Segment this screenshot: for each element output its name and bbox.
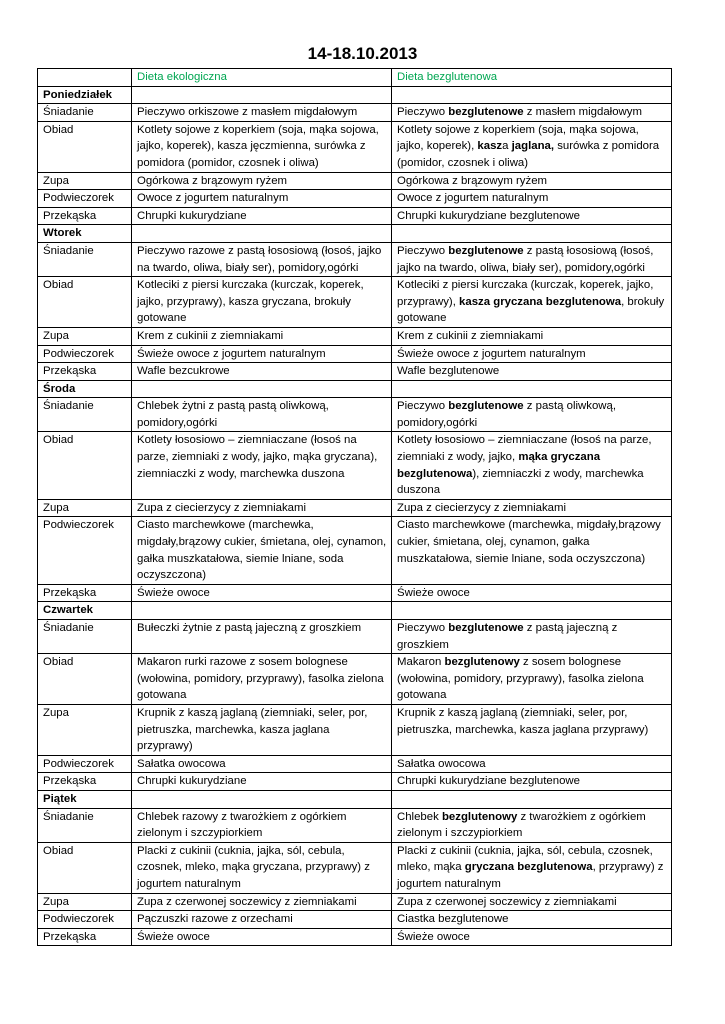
meal-row xyxy=(38,911,672,929)
eco-diet-cell: Chlebek żytni z pastą pastą oliwkową, pomidory,ogórki xyxy=(132,398,392,432)
eco-diet-cell: Kotleciki z piersi kurczaka (kurczak, koperek, jajko, przyprawy), kasza gryczana, brokuły gotowane xyxy=(132,277,392,328)
gluten-free-highlight: bezglutenowy xyxy=(441,810,518,823)
gluten-free-diet-cell xyxy=(392,242,672,276)
meal-row xyxy=(38,432,672,499)
gluten-free-diet-cell xyxy=(392,654,672,705)
text-segment: Pieczywo xyxy=(397,622,449,634)
day-name: Poniedziałek xyxy=(38,86,132,104)
meal-row xyxy=(38,499,672,517)
meal-name: Podwieczorek xyxy=(38,755,132,773)
meal-name: Przekąska xyxy=(38,773,132,791)
eco-diet-cell: Wafle bezcukrowe xyxy=(132,363,392,381)
text-segment: Ciastka bezglutenowe xyxy=(397,913,509,926)
gluten-free-diet-cell xyxy=(392,190,672,208)
meal-row xyxy=(38,893,672,911)
text-segment: Świeże owoce z jogurtem naturalnym xyxy=(397,347,586,360)
day-row xyxy=(38,225,672,243)
empty-cell xyxy=(392,602,672,620)
meal-row xyxy=(38,773,672,791)
text-segment: Ogórkowa z brązowym ryżem xyxy=(397,174,548,187)
day-name: Wtorek xyxy=(38,225,132,243)
meal-name: Obiad xyxy=(38,121,132,172)
empty-cell xyxy=(132,602,392,620)
day-row xyxy=(38,602,672,620)
meal-name: Zupa xyxy=(38,893,132,911)
gluten-free-diet-cell xyxy=(392,172,672,190)
header-eco-diet: Dieta ekologiczna xyxy=(132,69,392,87)
meal-row xyxy=(38,190,672,208)
text-segment: z pastą oliwkową, pomidory,ogórki xyxy=(397,400,617,429)
meal-row xyxy=(38,121,672,172)
gluten-free-diet-cell xyxy=(392,842,672,893)
text-segment: Zupa z czerwonej soczewicy z ziemniakami xyxy=(397,895,617,908)
gluten-free-highlight: bezglutenowe xyxy=(448,244,524,257)
meal-row xyxy=(38,398,672,432)
menu-table-body xyxy=(38,69,672,946)
text-segment: Świeże owoce xyxy=(397,586,470,599)
gluten-free-highlight: kasz xyxy=(477,140,503,153)
eco-diet-cell: Makaron rurki razowe z sosem bolognese (wołowina, pomidory, przyprawy), fasolka zielona gotowana xyxy=(132,654,392,705)
meal-name: Podwieczorek xyxy=(38,911,132,929)
eco-diet-cell: Owoce z jogurtem naturalnym xyxy=(132,190,392,208)
header-gluten-free-diet: Dieta bezglutenowa xyxy=(392,69,672,87)
eco-diet-cell: Pieczywo orkiszowe z masłem migdałowym xyxy=(132,104,392,122)
gluten-free-diet-cell xyxy=(392,121,672,172)
gluten-free-diet-cell xyxy=(392,773,672,791)
meal-row xyxy=(38,808,672,842)
gluten-free-diet-cell xyxy=(392,808,672,842)
meal-row xyxy=(38,363,672,381)
day-name: Piątek xyxy=(38,790,132,808)
text-segment: Kotlety sojowe z koperkiem (soja, mąka sojowa, jajko, koperek), xyxy=(397,123,639,153)
gluten-free-highlight: bezglutenowe xyxy=(448,400,524,413)
empty-cell xyxy=(392,790,672,808)
text-segment: Krupnik z kaszą jaglaną (ziemniaki, seler, por, pietruszka, marchewka, kasza jaglana przyprawy) xyxy=(397,706,649,736)
eco-diet-cell: Sałatka owocowa xyxy=(132,755,392,773)
gluten-free-highlight: jaglana, xyxy=(511,140,555,153)
meal-row xyxy=(38,654,672,705)
eco-diet-cell: Ogórkowa z brązowym ryżem xyxy=(132,172,392,190)
gluten-free-diet-cell xyxy=(392,620,672,654)
meal-name: Śniadanie xyxy=(38,808,132,842)
meal-row xyxy=(38,172,672,190)
meal-name: Zupa xyxy=(38,327,132,345)
eco-diet-cell: Bułeczki żytnie z pastą jajeczną z groszkiem xyxy=(132,620,392,654)
meal-name: Obiad xyxy=(38,432,132,499)
text-segment: z pastą jajeczną z groszkiem xyxy=(397,622,618,651)
gluten-free-diet-cell xyxy=(392,432,672,499)
meal-name: Śniadanie xyxy=(38,242,132,276)
gluten-free-highlight: bezglutenowy xyxy=(444,656,520,669)
text-segment: Wafle bezglutenowe xyxy=(397,365,500,378)
text-segment: Świeże owoce xyxy=(397,930,470,943)
gluten-free-diet-cell xyxy=(392,928,672,946)
meal-name: Przekąska xyxy=(38,584,132,602)
header-row xyxy=(38,69,672,87)
meal-row xyxy=(38,755,672,773)
eco-diet-cell: Chrupki kukurydziane xyxy=(132,207,392,225)
text-segment: a xyxy=(502,140,512,153)
empty-cell xyxy=(132,225,392,243)
meal-name: Przekąska xyxy=(38,207,132,225)
gluten-free-highlight: gryczana bezglutenowa xyxy=(464,861,593,874)
meal-name: Zupa xyxy=(38,499,132,517)
eco-diet-cell: Placki z cukinii (cuknia, jajka, sól, cebula, czosnek, mleko, mąka gryczana, przyprawy) z jogurtem naturalnym xyxy=(132,842,392,893)
text-segment: Makaron xyxy=(397,656,445,669)
eco-diet-cell: Kotlety sojowe z koperkiem (soja, mąka sojowa, jajko, koperek), kasza jęczmienna, surówka z pomidora (pomidor, czosnek i oliwa) xyxy=(132,121,392,172)
meal-row xyxy=(38,277,672,328)
meal-row xyxy=(38,242,672,276)
text-segment: , przyprawy) z jogurtem naturalnym xyxy=(397,861,664,890)
meal-row xyxy=(38,104,672,122)
text-segment: Placki z cukinii (cuknia, jajka, sól, cebula, czosnek, mleko, mąka xyxy=(397,844,653,874)
eco-diet-cell: Kotlety łososiowo – ziemniaczane (łosoś na parze, ziemniaki z wody, jajko, mąka gryczana), ziemniaczki z wody, marchewka duszona xyxy=(132,432,392,499)
text-segment: z twarożkiem z ogórkiem zielonym i szczypiorkiem xyxy=(397,810,646,840)
meal-row xyxy=(38,928,672,946)
meal-name: Obiad xyxy=(38,654,132,705)
text-segment: Zupa z ciecierzycy z ziemniakami xyxy=(397,501,567,514)
day-row xyxy=(38,380,672,398)
day-row xyxy=(38,86,672,104)
meal-row xyxy=(38,517,672,584)
gluten-free-diet-cell xyxy=(392,755,672,773)
meal-name: Obiad xyxy=(38,277,132,328)
text-segment: Kotlety łososiowo – ziemniaczane (łosoś na parze, ziemniaki z wody, jajko, xyxy=(397,434,652,464)
meal-row xyxy=(38,842,672,893)
text-segment: Chrupki kukurydziane bezglutenowe xyxy=(397,775,580,788)
menu-table xyxy=(37,68,672,946)
gluten-free-diet-cell xyxy=(392,104,672,122)
meal-row xyxy=(38,327,672,345)
eco-diet-cell: Krem z cukinii z ziemniakami xyxy=(132,327,392,345)
meal-name: Obiad xyxy=(38,842,132,893)
gluten-free-diet-cell xyxy=(392,398,672,432)
day-name: Środa xyxy=(38,380,132,398)
text-segment: Ciasto marchewkowe (marchewka, migdały,brązowy cukier, śmietana, olej, cynamon, gałka muszkatałowa, siemie lniane, soda oczyszczona) xyxy=(397,519,661,565)
meal-name: Zupa xyxy=(38,704,132,755)
meal-name: Przekąska xyxy=(38,363,132,381)
text-segment: z sosem bolognese (wołowina, pomidory, przyprawy), fasolka zielona gotowana xyxy=(397,656,644,702)
text-segment: , brokuły gotowane xyxy=(397,295,665,325)
empty-cell xyxy=(392,86,672,104)
text-segment: Owoce z jogurtem naturalnym xyxy=(397,192,549,205)
eco-diet-cell: Pączuszki razowe z orzechami xyxy=(132,911,392,929)
eco-diet-cell: Krupnik z kaszą jaglaną (ziemniaki, seler, por, pietruszka, marchewka, kasza jaglana przyprawy) xyxy=(132,704,392,755)
meal-name: Podwieczorek xyxy=(38,517,132,584)
eco-diet-cell: Ciasto marchewkowe (marchewka, migdały,brązowy cukier, śmietana, olej, cynamon, gałka muszkatałowa, siemie lniane, soda oczyszczona) xyxy=(132,517,392,584)
text-segment: Chlebek xyxy=(397,810,442,823)
gluten-free-highlight: kasza gryczana bezglutenowa xyxy=(459,295,622,308)
meal-row xyxy=(38,207,672,225)
text-segment: surówka z pomidora (pomidor, czosnek i oliwa) xyxy=(397,140,660,169)
gluten-free-highlight: bezglutenowe xyxy=(448,106,524,119)
text-segment: z pastą łososiową (łosoś, jajko na twardo, oliwa, biały ser), pomidory,ogórki xyxy=(397,244,654,274)
text-segment: Chrupki kukurydziane bezglutenowe xyxy=(397,209,580,222)
empty-cell xyxy=(392,380,672,398)
eco-diet-cell: Pieczywo razowe z pastą łososiową (łosoś, jajko na twardo, oliwa, biały ser), pomidory,ogórki xyxy=(132,242,392,276)
eco-diet-cell: Zupa z ciecierzycy z ziemniakami xyxy=(132,499,392,517)
text-segment: ), ziemniaczki z wody, marchewka duszona xyxy=(397,467,644,497)
eco-diet-cell: Zupa z czerwonej soczewicy z ziemniakami xyxy=(132,893,392,911)
meal-name: Śniadanie xyxy=(38,104,132,122)
eco-diet-cell: Chrupki kukurydziane xyxy=(132,773,392,791)
page-title: 14-18.10.2013 xyxy=(307,44,418,63)
empty-cell xyxy=(132,86,392,104)
gluten-free-highlight: mąka gryczana bezglutenowa xyxy=(397,451,601,480)
text-segment: Sałatka owocowa xyxy=(397,757,486,770)
text-segment: Pieczywo xyxy=(397,244,449,257)
meal-name: Podwieczorek xyxy=(38,190,132,208)
text-segment: Krem z cukinii z ziemniakami xyxy=(397,329,544,342)
gluten-free-diet-cell xyxy=(392,704,672,755)
empty-cell xyxy=(392,225,672,243)
gluten-free-diet-cell xyxy=(392,277,672,328)
gluten-free-diet-cell xyxy=(392,327,672,345)
eco-diet-cell: Świeże owoce z jogurtem naturalnym xyxy=(132,345,392,363)
empty-cell xyxy=(132,790,392,808)
gluten-free-diet-cell xyxy=(392,517,672,584)
meal-row xyxy=(38,584,672,602)
meal-row xyxy=(38,620,672,654)
meal-name: Zupa xyxy=(38,172,132,190)
meal-name: Podwieczorek xyxy=(38,345,132,363)
gluten-free-diet-cell xyxy=(392,345,672,363)
meal-name: Śniadanie xyxy=(38,398,132,432)
text-segment: Pieczywo xyxy=(397,400,449,413)
meal-name: Śniadanie xyxy=(38,620,132,654)
gluten-free-diet-cell xyxy=(392,584,672,602)
gluten-free-diet-cell xyxy=(392,207,672,225)
header-cell-empty xyxy=(38,69,132,87)
gluten-free-diet-cell xyxy=(392,363,672,381)
gluten-free-diet-cell xyxy=(392,911,672,929)
meal-name: Przekąska xyxy=(38,928,132,946)
text-segment: Kotleciki z piersi kurczaka (kurczak, koperek, jajko, przyprawy), xyxy=(397,279,654,308)
text-segment: z masłem migdałowym xyxy=(523,106,642,119)
day-name: Czwartek xyxy=(38,602,132,620)
meal-row xyxy=(38,345,672,363)
eco-diet-cell: Świeże owoce xyxy=(132,928,392,946)
gluten-free-diet-cell xyxy=(392,499,672,517)
text-segment: Pieczywo xyxy=(397,106,449,119)
eco-diet-cell: Świeże owoce xyxy=(132,584,392,602)
day-row xyxy=(38,790,672,808)
meal-row xyxy=(38,704,672,755)
gluten-free-highlight: bezglutenowe xyxy=(448,622,524,634)
eco-diet-cell: Chlebek razowy z twarożkiem z ogórkiem zielonym i szczypiorkiem xyxy=(132,808,392,842)
empty-cell xyxy=(132,380,392,398)
gluten-free-diet-cell xyxy=(392,893,672,911)
